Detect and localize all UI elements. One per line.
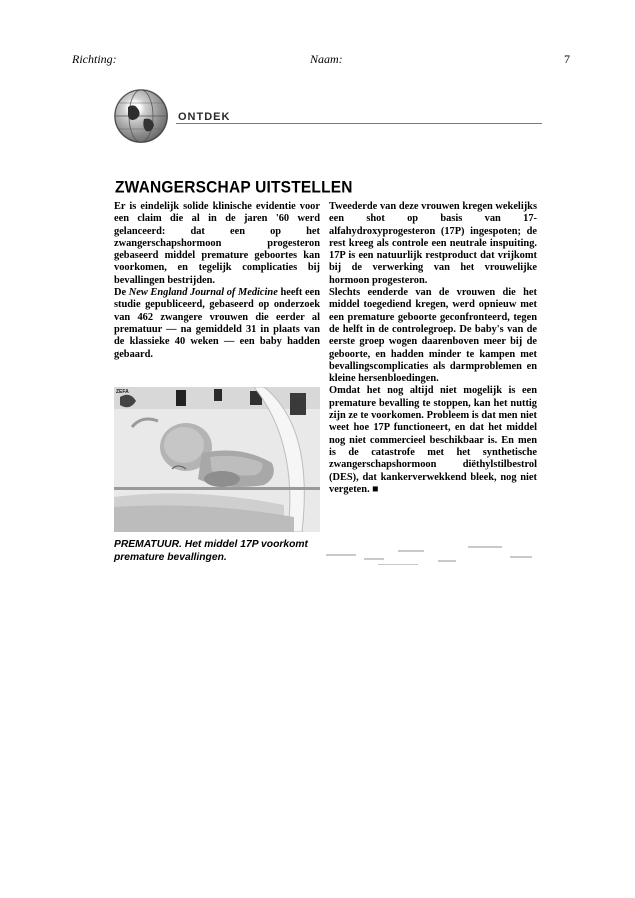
right-paragraph-2: Slechts eenderde van de vrouwen die het middel toegediend kregen, werd opnieuw met een premature geboorte geconfronteerd, tegen de helft in de controlegroep. De baby's van de eerste groep wogen daarenboven meer bij de geboorte, en hadden minder te kampen met bevallingscomplicaties als darmproblemen en kleine hersenbloedingen.: [329, 287, 537, 385]
page-number: 7: [564, 52, 570, 66]
left-paragraph-2: De New England Journal of Medicine heeft een studie gepubliceerd, gebaseerd op onderzoek van 462 zwangere vrouwen die eerder al prematuur — na gemiddeld 31 in plaats van de klassieke 40 weken — een baby hadden gebaard.: [114, 287, 321, 360]
scan-noise: [318, 536, 538, 570]
photo-caption: [114, 538, 324, 564]
article-column-left: [114, 201, 320, 361]
article-photo: [114, 387, 320, 532]
right-paragraph-1: Tweederde van deze vrouwen kregen wekelijks een shot op basis van 17-alfahydroxyprogesteron (17P) ingespoten; de rest kreeg als controle een neutrale inspuiting. 17P is een natuurlijk restproduct dat vrijkomt bij de verwerking van het vrouwelijke hormoon progesteron.: [329, 201, 537, 286]
header-naam: Naam:: [310, 52, 343, 66]
left-paragraph-1: Er is eindelijk solide klinische evidentie voor een claim die al in de jaren '60 werd gelanceerd: dat een op het zwangerschapshormoon progesteron gebaseerd middel premature geboortes kan voorkomen, en tegelijk complicaties bij bevallingen bestrijden.: [114, 201, 320, 286]
header-richting: Richting:: [72, 52, 117, 66]
right-paragraph-3: Omdat het nog altijd niet mogelijk is een premature bevalling te stoppen, kan het nuttig zijn ze te voorkomen. Probleem is dat men niet weet hoe 17P functioneert, en dat het middel nog niet commercieel beschikbaar is. En men is de catastrofe met het synthetische zwangerschapshormoon diëthylstilbestrol (DES), dat kankerverwekkend bleek, nog niet vergeten. ■: [329, 385, 537, 495]
caption-text: Het middel 17P voorkomt premature bevallingen.: [114, 539, 308, 563]
article-headline: ZWANGERSCHAP UITSTELLEN: [115, 179, 353, 197]
caption-head: PREMATUUR.: [114, 539, 182, 550]
section-label: ONTDEK: [178, 111, 231, 123]
journal-name: New England Journal of Medicine: [128, 287, 278, 299]
globe-icon: [114, 89, 168, 143]
section-divider: [176, 123, 542, 124]
photo-credit: ZEFA: [116, 389, 129, 395]
article-column-right: [329, 201, 537, 496]
